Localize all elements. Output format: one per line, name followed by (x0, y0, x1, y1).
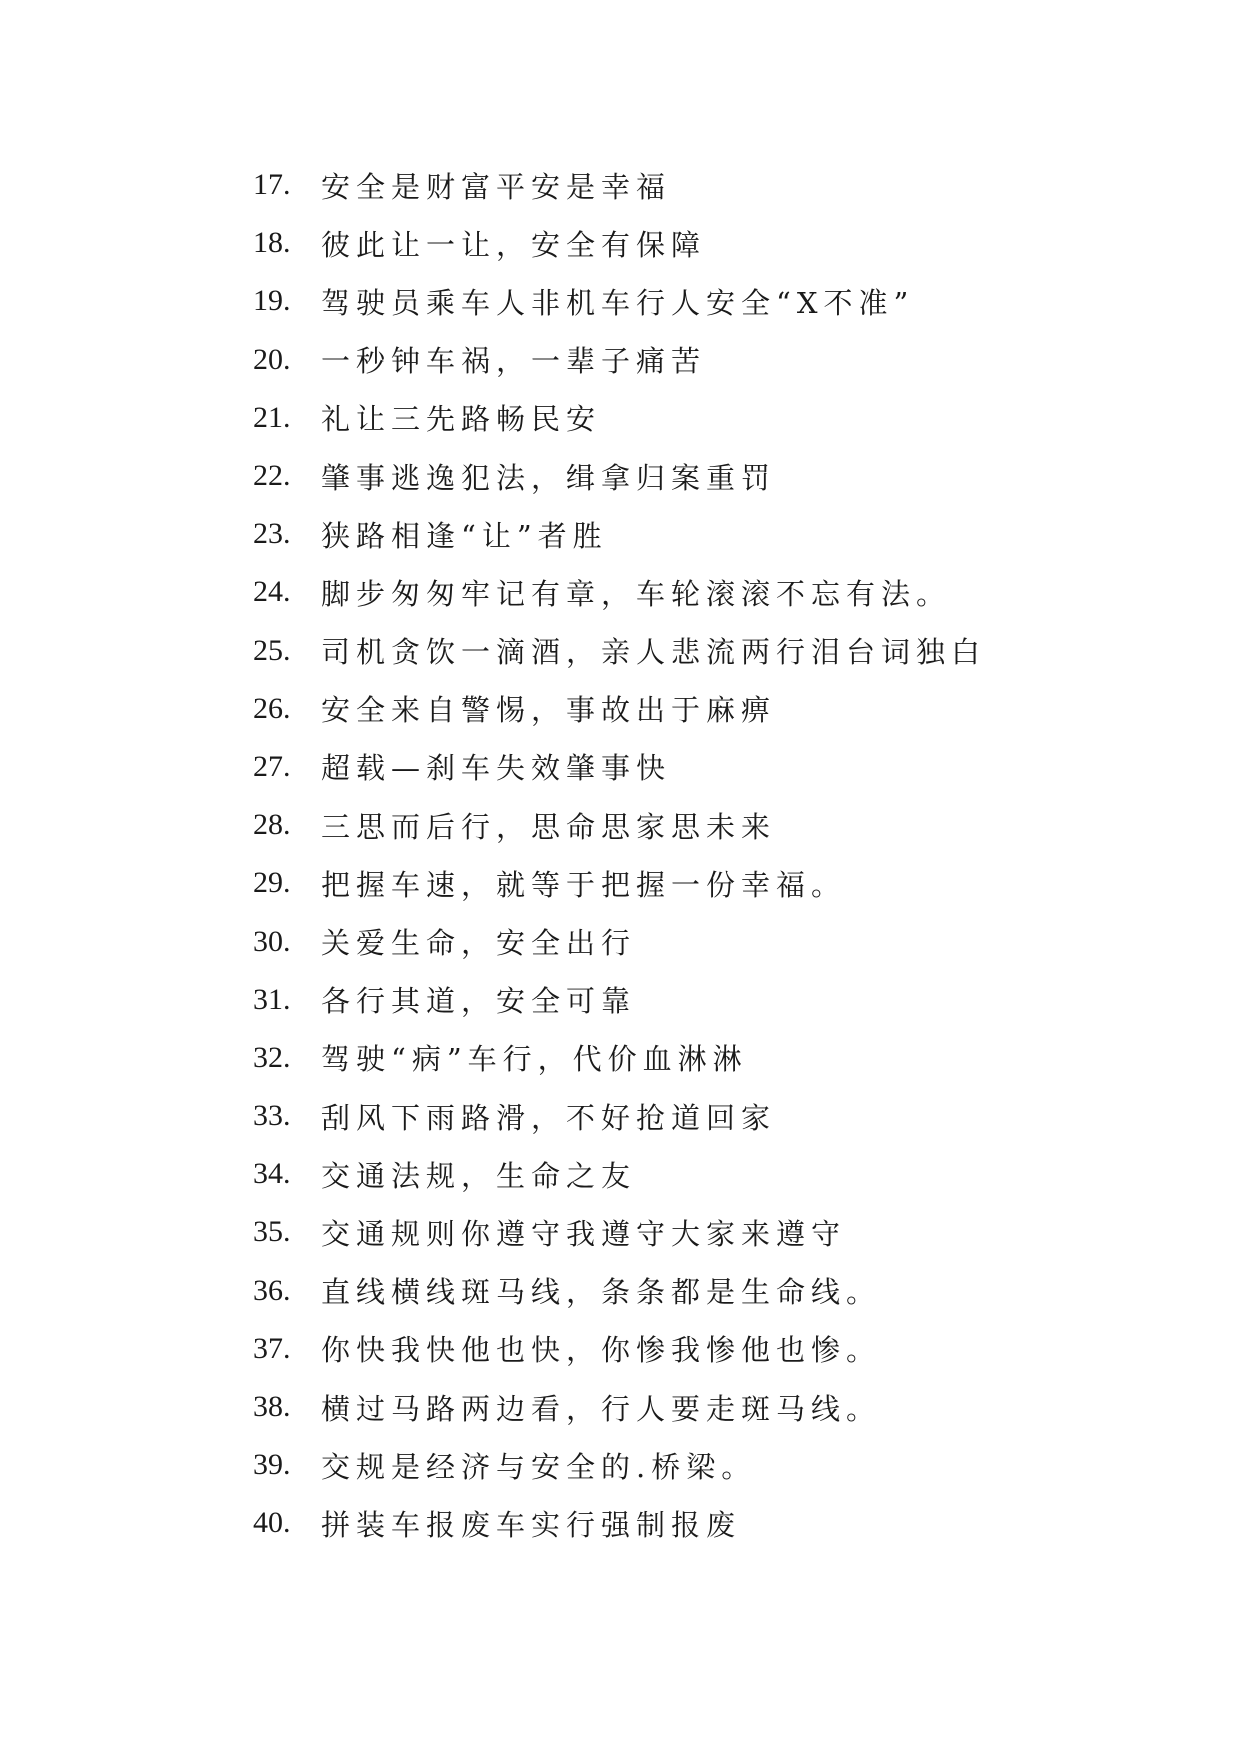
item-number: 22. (253, 459, 291, 493)
item-text: 你快我快他也快，你惨我惨他也惨。 (321, 1333, 882, 1368)
list-item (253, 1087, 986, 1145)
item-text: 超载—刹车失效肇事快 (321, 751, 672, 786)
list-item (253, 447, 986, 505)
item-number: 25. (253, 633, 291, 667)
item-number: 38. (253, 1390, 291, 1424)
item-text: 交通规则你遵守我遵守大家来遵守 (321, 1216, 847, 1251)
item-text: 彼此让一让，安全有保障 (321, 227, 707, 262)
item-number: 24. (253, 575, 291, 609)
list-item (253, 389, 986, 447)
item-text: 刮风下雨路滑，不好抢道回家 (321, 1100, 777, 1135)
list-item (253, 1378, 986, 1436)
list-item (253, 622, 986, 680)
item-number: 21. (253, 400, 291, 434)
list-item (253, 971, 986, 1029)
item-number: 37. (253, 1331, 291, 1365)
item-text: 横过马路两边看，行人要走斑马线。 (321, 1391, 882, 1426)
list-item (253, 854, 986, 912)
list-item (253, 214, 986, 272)
item-number: 30. (253, 924, 291, 958)
item-number: 33. (253, 1099, 291, 1133)
list-item (253, 505, 986, 563)
list-item (253, 796, 986, 854)
item-text: 交通法规，生命之友 (321, 1158, 637, 1193)
item-text: 礼让三先路畅民安 (321, 402, 602, 437)
item-number: 34. (253, 1157, 291, 1191)
item-text: 安全来自警惕，事故出于麻痹 (321, 693, 777, 728)
item-number: 18. (253, 226, 291, 260)
item-number: 27. (253, 749, 291, 783)
list-item (253, 1029, 986, 1087)
list-item (253, 912, 986, 970)
item-text: 各行其道，安全可靠 (321, 984, 637, 1019)
item-number: 39. (253, 1448, 291, 1482)
item-number: 26. (253, 691, 291, 725)
item-number: 35. (253, 1215, 291, 1249)
list-item (253, 331, 986, 389)
item-text: 驾驶“病”车行，代价血淋淋 (321, 1042, 748, 1077)
item-text: 交规是经济与安全的.桥梁。 (321, 1449, 757, 1484)
item-text: 关爱生命，安全出行 (321, 926, 637, 961)
list-item (253, 1145, 986, 1203)
item-text: 拼装车报废车实行强制报废 (321, 1507, 742, 1542)
item-text: 司机贪饮一滴酒，亲人悲流两行泪台词独白 (321, 635, 987, 670)
item-text: 狭路相逢“让”者胜 (321, 518, 608, 553)
item-number: 20. (253, 342, 291, 376)
item-text: 直线横线斑马线，条条都是生命线。 (321, 1275, 882, 1310)
item-number: 23. (253, 517, 291, 551)
item-text: 一秒钟车祸，一辈子痛苦 (321, 344, 707, 379)
list-item (253, 1494, 986, 1552)
item-number: 19. (253, 284, 291, 318)
list-item (253, 272, 986, 330)
list-item (253, 1203, 986, 1261)
list-item (253, 738, 986, 796)
item-number: 32. (253, 1040, 291, 1074)
item-text: 把握车速，就等于把握一份幸福。 (321, 867, 847, 902)
list-item (253, 563, 986, 621)
list-item (253, 1436, 986, 1494)
item-number: 36. (253, 1273, 291, 1307)
list-item (253, 156, 986, 214)
list-item (253, 1320, 986, 1378)
list-item (253, 680, 986, 738)
item-number: 31. (253, 982, 291, 1016)
list-item (253, 1262, 986, 1320)
item-number: 17. (253, 168, 291, 202)
item-number: 29. (253, 866, 291, 900)
slogan-list (253, 156, 986, 1553)
item-text: 驾驶员乘车人非机车行人安全“X不准” (321, 285, 915, 320)
item-text: 脚步匆匆牢记有章，车轮滚滚不忘有法。 (321, 576, 952, 611)
item-number: 40. (253, 1506, 291, 1540)
item-number: 28. (253, 808, 291, 842)
item-text: 安全是财富平安是幸福 (321, 169, 672, 204)
item-text: 三思而后行，思命思家思未来 (321, 809, 777, 844)
item-text: 肇事逃逸犯法，缉拿归案重罚 (321, 460, 777, 495)
